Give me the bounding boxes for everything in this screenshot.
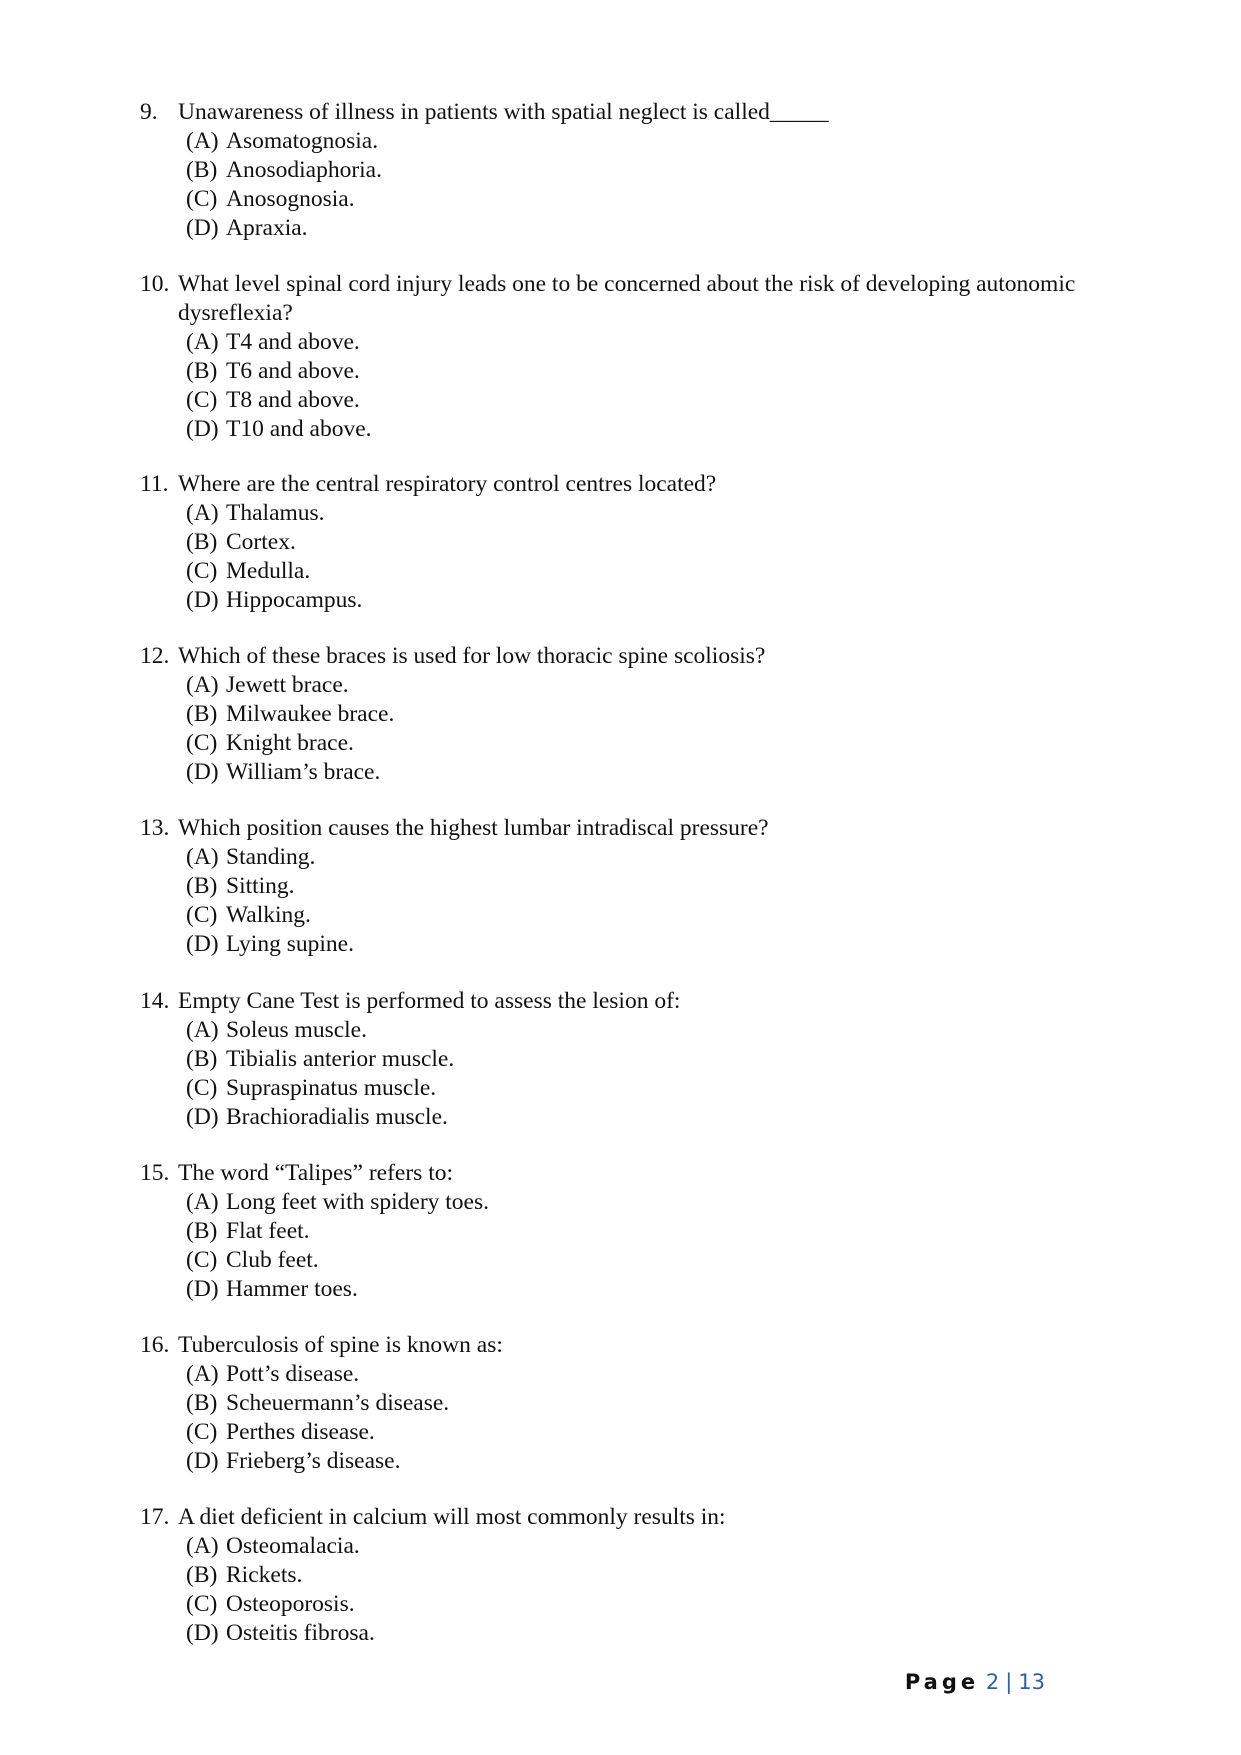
option-letter: (A) [186,128,219,154]
option-letter: (B) [186,157,218,183]
question-9 [140,98,1100,243]
question-text: A diet deficient in calcium will most commonly results in: [178,1504,726,1530]
option [186,127,1100,156]
option-text: T4 and above. [226,329,360,355]
option-text: Medulla. [226,558,311,584]
option-letter: (C) [186,186,218,212]
option-text: Frieberg’s disease. [226,1448,401,1474]
options-list [186,843,1100,959]
question-11 [140,470,1100,615]
option-letter: (C) [186,1591,218,1617]
option-letter: (B) [186,1562,218,1588]
option-letter: (A) [186,1017,219,1043]
question-text: Tuberculosis of spine is known as: [178,1332,503,1358]
option-text: Hippocampus. [226,587,363,613]
option-text: Osteitis fibrosa. [226,1620,375,1646]
option [186,700,1100,729]
option [186,901,1100,930]
question-text: Which of these braces is used for low thoracic spine scoliosis? [178,643,766,669]
option-text: Jewett brace. [226,672,349,698]
options-list [186,1532,1100,1648]
option-text: Lying supine. [226,931,354,957]
option [186,1045,1100,1074]
page-separator: | [1005,1670,1013,1694]
option [186,328,1100,357]
option-letter: (C) [186,902,218,928]
option-text: Cortex. [226,529,296,555]
option [186,930,1100,959]
option-text: Sitting. [226,873,295,899]
option [186,1016,1100,1045]
option-letter: (D) [186,759,219,785]
option [186,357,1100,386]
question-number: 17. [140,1504,170,1530]
option-text: Walking. [226,902,311,928]
option [186,586,1100,615]
question-number: 16. [140,1332,170,1358]
option [186,1590,1100,1619]
option-text: Anosodiaphoria. [226,157,382,183]
option-text: Long feet with spidery toes. [226,1189,490,1215]
option-letter: (A) [186,1533,219,1559]
option-letter: (B) [186,701,218,727]
option-text: William’s brace. [226,759,381,785]
option-letter: (D) [186,1104,219,1130]
options-list [186,671,1100,787]
question-number: 10. [140,271,170,297]
question-number: 9. [140,99,158,125]
option-letter: (A) [186,329,219,355]
question-text: Empty Cane Test is performed to assess the lesion of: [178,988,681,1014]
options-list [186,499,1100,615]
option [186,499,1100,528]
current-page-number: 2 [985,1670,1000,1694]
option-letter: (D) [186,587,219,613]
page-footer [905,1668,1045,1696]
option [186,528,1100,557]
option [186,843,1100,872]
option-letter: (A) [186,844,219,870]
option-letter: (B) [186,1046,218,1072]
option [186,1103,1100,1132]
option-letter: (B) [186,1218,218,1244]
options-list [186,1360,1100,1476]
question-15 [140,1159,1100,1304]
page-label: Page [904,1670,980,1694]
option [186,1188,1100,1217]
question-13 [140,814,1100,959]
option-letter: (A) [186,1361,219,1387]
question-12 [140,642,1100,787]
option [186,386,1100,415]
option-text: Perthes disease. [226,1419,375,1445]
option-text: Apraxia. [226,215,308,241]
question-text: Where are the central respiratory control centres located? [178,471,717,497]
option-letter: (B) [186,358,218,384]
option [186,1275,1100,1304]
option-text: Supraspinatus muscle. [226,1075,437,1101]
option-text: Osteomalacia. [226,1533,360,1559]
option-letter: (C) [186,1419,218,1445]
options-list [186,1188,1100,1304]
option [186,1532,1100,1561]
option-letter: (C) [186,387,218,413]
option-letter: (B) [186,1390,218,1416]
question-text: Which position causes the highest lumbar intradiscal pressure? [178,815,769,841]
question-text: The word “Talipes” refers to: [178,1160,454,1186]
question-number: 13. [140,815,170,841]
option-text: Club feet. [226,1247,319,1273]
option-letter: (A) [186,500,219,526]
question-17 [140,1503,1100,1648]
option-text: Knight brace. [226,730,354,756]
option-letter: (D) [186,215,219,241]
option [186,1447,1100,1476]
question-text: Unawareness of illness in patients with spatial neglect is called_____ [178,99,829,125]
option-letter: (C) [186,1075,218,1101]
option-letter: (B) [186,873,218,899]
option-text: Asomatognosia. [226,128,379,154]
option-letter: (A) [186,672,219,698]
option-text: T6 and above. [226,358,360,384]
option-text: T10 and above. [226,416,372,442]
option-text: Tibialis anterior muscle. [226,1046,455,1072]
option-letter: (D) [186,1276,219,1302]
question-number: 15. [140,1160,170,1186]
question-number: 11. [140,471,169,497]
option-text: Scheuermann’s disease. [226,1390,450,1416]
option-letter: (C) [186,1247,218,1273]
question-14 [140,987,1100,1132]
option-letter: (A) [186,1189,219,1215]
total-pages: 13 [1018,1670,1045,1694]
option-letter: (D) [186,1448,219,1474]
options-list [186,328,1100,444]
option-letter: (D) [186,1620,219,1646]
option-text: Flat feet. [226,1218,310,1244]
option [186,758,1100,787]
option [186,1360,1100,1389]
question-number: 12. [140,643,170,669]
option [186,185,1100,214]
option-text: Rickets. [226,1562,303,1588]
option-letter: (C) [186,558,218,584]
option [186,671,1100,700]
question-10 [140,270,1100,444]
question-number: 14. [140,988,170,1014]
option-letter: (B) [186,529,218,555]
option-text: Soleus muscle. [226,1017,367,1043]
option [186,156,1100,185]
option [186,1561,1100,1590]
option-text: T8 and above. [226,387,360,413]
option-text: Standing. [226,844,316,870]
option [186,1246,1100,1275]
option-text: Hammer toes. [226,1276,358,1302]
option [186,1389,1100,1418]
options-list [186,127,1100,243]
option [186,1619,1100,1648]
option [186,1217,1100,1246]
option [186,729,1100,758]
option [186,1074,1100,1103]
option [186,872,1100,901]
option [186,415,1100,444]
option-text: Pott’s disease. [226,1361,360,1387]
option [186,557,1100,586]
option-text: Osteoporosis. [226,1591,355,1617]
option-text: Milwaukee brace. [226,701,395,727]
option-text: Anosognosia. [226,186,355,212]
options-list [186,1016,1100,1132]
question-text: What level spinal cord injury leads one to be concerned about the risk of developing autonomic dysreflexia? [178,271,1076,326]
question-16 [140,1331,1100,1476]
option-text: Brachioradialis muscle. [226,1104,448,1130]
option-letter: (C) [186,730,218,756]
option [186,214,1100,243]
option-letter: (D) [186,931,219,957]
option-text: Thalamus. [226,500,325,526]
option-letter: (D) [186,416,219,442]
option [186,1418,1100,1447]
